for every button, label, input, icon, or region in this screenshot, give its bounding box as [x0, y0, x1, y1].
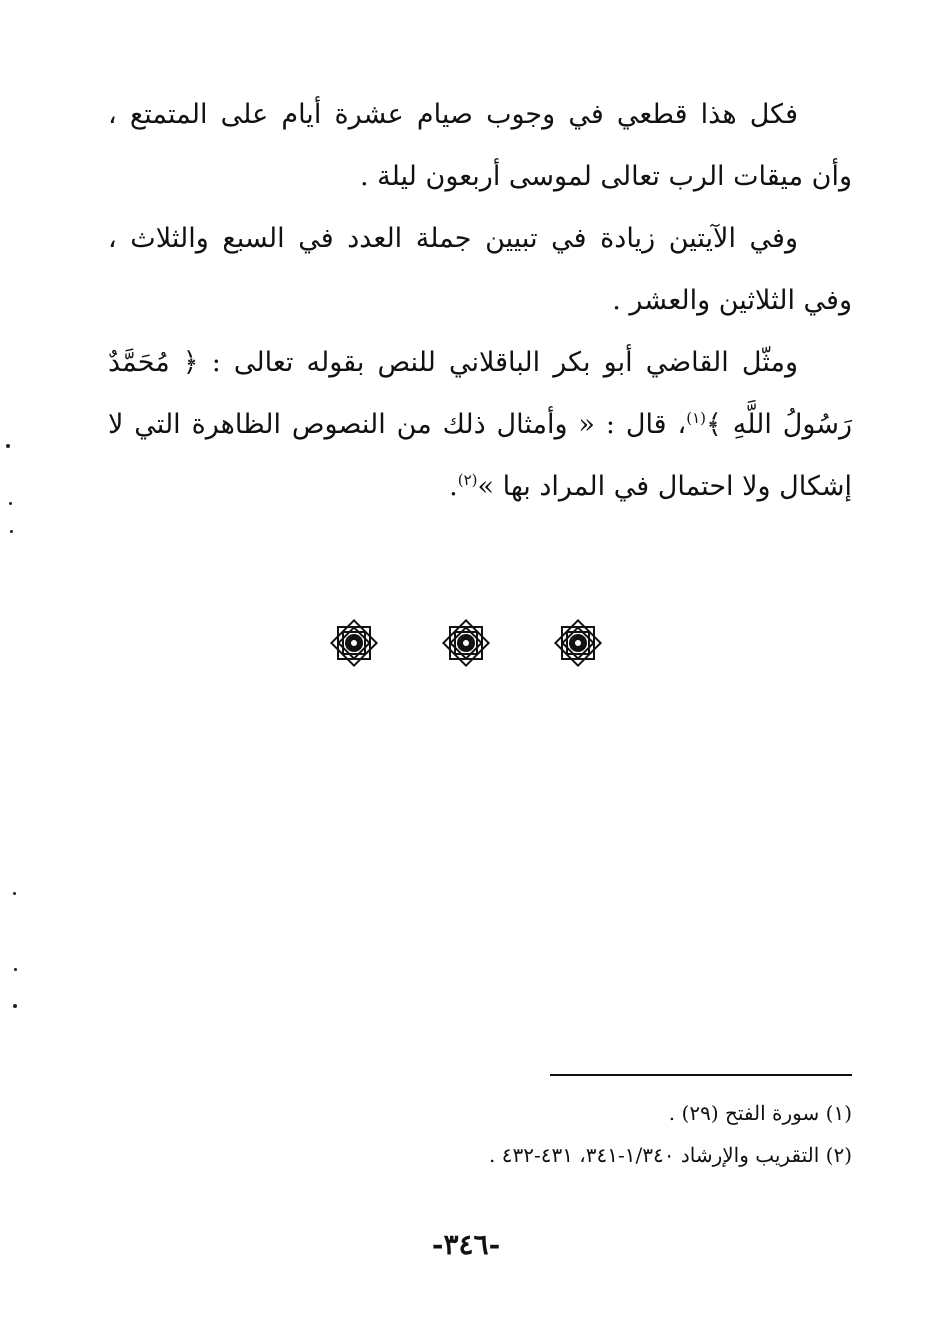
scan-speck — [14, 968, 17, 971]
main-text — [108, 84, 852, 518]
section-divider-ornaments — [0, 616, 932, 670]
footnote-ref-2: (٢) — [457, 471, 478, 489]
scan-speck — [6, 444, 10, 448]
footnotes — [300, 1092, 852, 1176]
eight-point-star-rosette-icon — [551, 616, 605, 670]
footnote-ref-1: (١) — [686, 409, 706, 427]
paragraph-3 — [108, 332, 852, 518]
scan-speck — [9, 502, 12, 505]
footnote-2: (٢) التقريب والإرشاد ١/٣٤٠-٣٤١، ٤٣١-٤٣٢ . — [488, 1143, 852, 1167]
scan-speck — [13, 1004, 17, 1008]
paragraph-3-part-3: . — [449, 471, 458, 502]
scan-speck — [10, 530, 13, 533]
paragraph-2: وفي الآيتين زيادة في تبيين جملة العدد في السبع والثلاث ، وفي الثلاثين والعشر . — [108, 223, 852, 316]
page-number: -٣٤٦- — [431, 1228, 501, 1261]
paragraph-3-part-2: ، قال : « وأمثال ذلك من النصوص الظاهرة التي لا إشكال ولا احتمال في المراد بها » — [108, 409, 852, 502]
footnote-1: (١) سورة الفتح (٢٩) . — [668, 1101, 852, 1125]
footnote-separator — [550, 1074, 852, 1076]
eight-point-star-rosette-icon — [327, 616, 381, 670]
paragraph-3-part-1: ومثّل القاضي أبو بكر الباقلاني للنص بقوله تعالى : ﴿ مُحَمَّدٌ رَسُولُ اللَّهِ ﴾ — [108, 347, 853, 440]
scan-speck — [13, 892, 16, 895]
eight-point-star-rosette-icon — [439, 616, 493, 670]
paragraph-1: فكل هذا قطعي في وجوب صيام عشرة أيام على المتمتع ، وأن ميقات الرب تعالى لموسى أربعون ليلة . — [108, 99, 852, 192]
